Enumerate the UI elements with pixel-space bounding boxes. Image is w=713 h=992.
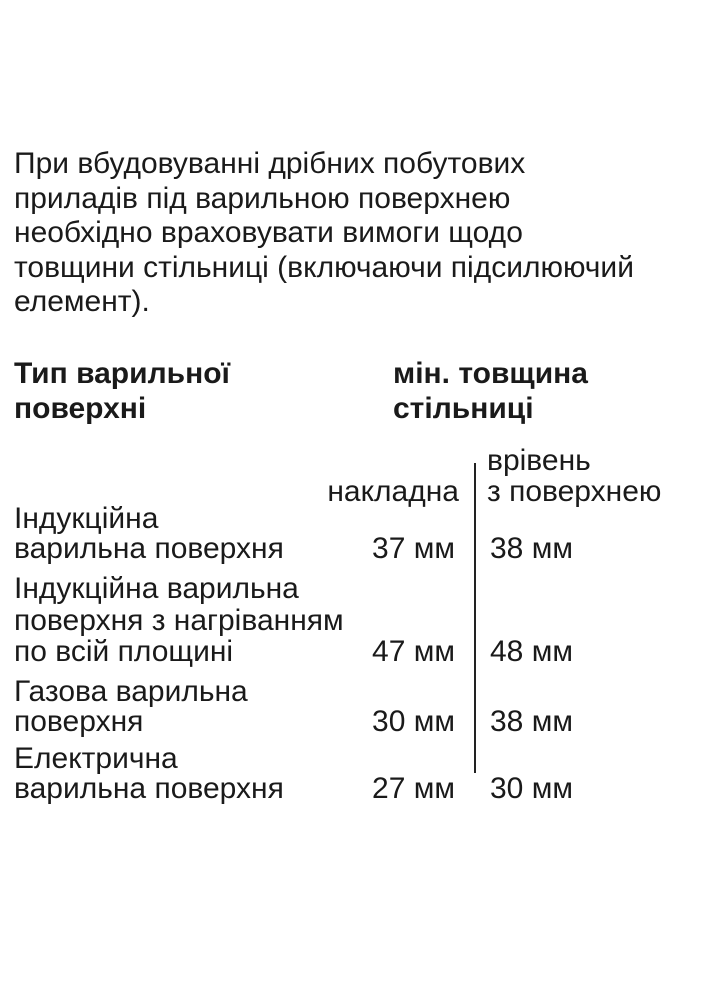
header-hob-type: поверхні xyxy=(14,392,147,425)
column-divider xyxy=(474,463,476,773)
flush-value: 30 мм xyxy=(490,772,573,805)
intro-line: При вбудовуванні дрібних побутових xyxy=(14,147,526,180)
row-name: по всій площині xyxy=(14,635,234,668)
intro-line: приладів під варильною поверхнею xyxy=(14,182,511,215)
row-name: Газова варильна xyxy=(14,675,248,708)
header-hob-type: Тип варильної xyxy=(14,357,230,390)
intro-line: товщини стільниці (включаючи підсилюючий xyxy=(14,251,634,284)
row-name: варильна поверхня xyxy=(14,772,284,805)
col-flush-header: врівень xyxy=(487,444,591,477)
row-name: поверхня з нагріванням xyxy=(14,604,344,637)
intro-line: необхідно враховувати вимоги щодо xyxy=(14,216,523,249)
flush-value: 38 мм xyxy=(490,532,573,565)
row-name: Індукційна варильна xyxy=(14,572,299,605)
overlay-value: 30 мм xyxy=(372,705,455,738)
col-overlay-header: накладна xyxy=(327,475,459,508)
intro-line: елемент). xyxy=(14,285,150,318)
header-min-thickness: стільниці xyxy=(393,392,534,425)
row-name: Електрична xyxy=(14,742,178,775)
row-name: Індукційна xyxy=(14,502,159,535)
flush-value: 48 мм xyxy=(490,635,573,668)
col-flush-header: з поверхнею xyxy=(487,475,662,508)
header-min-thickness: мін. товщина xyxy=(393,357,588,390)
overlay-value: 27 мм xyxy=(372,772,455,805)
row-name: поверхня xyxy=(14,705,144,738)
overlay-value: 37 мм xyxy=(372,532,455,565)
flush-value: 38 мм xyxy=(490,705,573,738)
row-name: варильна поверхня xyxy=(14,532,284,565)
overlay-value: 47 мм xyxy=(372,635,455,668)
